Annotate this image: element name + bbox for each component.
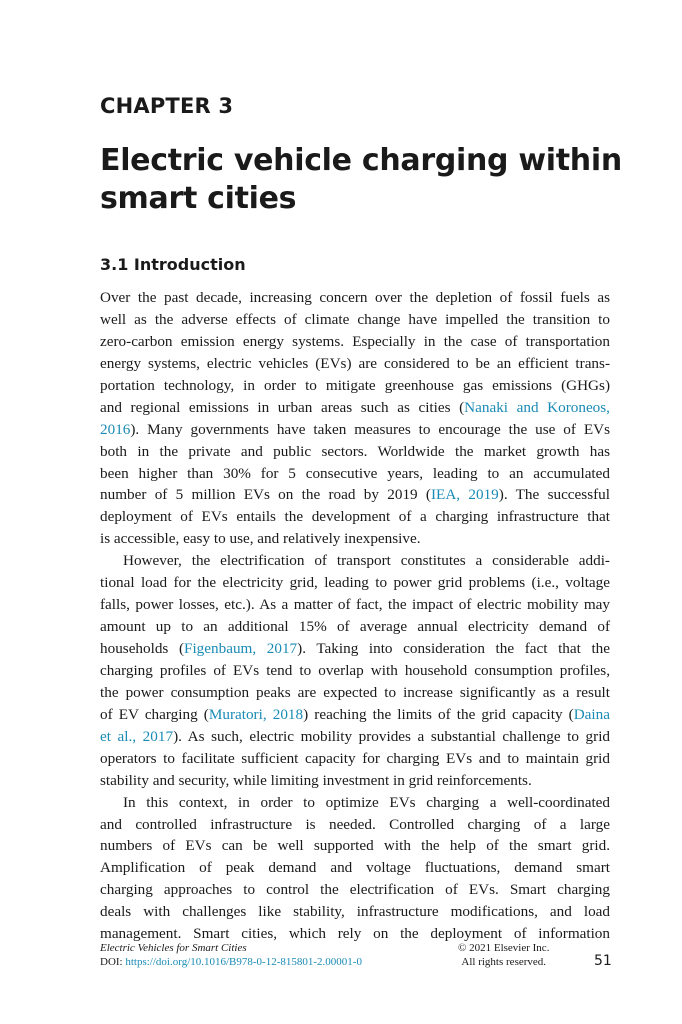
footer-right: [458, 941, 549, 969]
text-segment: Amplification of peak demand and voltage fluctuations, demand smart: [100, 859, 610, 877]
text-line: [100, 375, 610, 397]
text-line: [100, 594, 610, 616]
citation-link[interactable]: Figenbaum, 2017: [184, 640, 298, 657]
text-line: [100, 638, 610, 660]
text-line: [100, 550, 610, 572]
citation-link[interactable]: IEA, 2019: [431, 486, 499, 504]
text-segment: deals with challenges like stability, infrastructure modifications, and load: [100, 903, 610, 921]
text-segment: Over the past decade, increasing concern over the depletion of fossil fuels as: [100, 289, 610, 306]
text-segment: ) reaching the limits of the grid capacity (: [303, 705, 574, 723]
footer-left: [100, 941, 362, 969]
text-line: [100, 441, 610, 463]
text-segment: number of 5 million EVs on the road by 2019 (: [100, 486, 431, 504]
paragraph: [100, 550, 610, 791]
text-segment: been higher than 30% for 5 consecutive years, leading to an accumulated: [100, 464, 610, 482]
text-segment: management. Smart cities, which rely on the deployment of information: [100, 925, 610, 943]
section-heading: 3.1 Introduction: [100, 255, 246, 274]
text-line: [100, 792, 610, 814]
text-line: [100, 463, 610, 485]
text-line: [100, 726, 610, 748]
text-segment: ). The successful: [498, 486, 610, 504]
text-line: [100, 682, 610, 704]
text-line: [100, 331, 610, 353]
text-segment: of EV charging (: [100, 705, 209, 723]
copyright: © 2021 Elsevier Inc.: [458, 942, 550, 954]
text-segment: numbers of EVs can be well supported with the help of the smart grid.: [100, 837, 610, 855]
text-segment: is accessible, easy to use, and relatively inexpensive.: [100, 530, 421, 548]
text-segment: ). Many governments have taken measures to encourage the use of EVs: [130, 420, 610, 438]
paragraph: [100, 287, 610, 550]
text-line: [100, 397, 610, 419]
text-segment: energy systems, electric vehicles (EVs) are considered to be an efficient trans-: [100, 354, 610, 372]
doi-line: [100, 955, 362, 969]
text-segment: ). Taking into consideration the fact that the: [297, 640, 611, 657]
text-segment: and regional emissions in urban areas such as cities (: [100, 398, 465, 416]
text-segment: However, the electrification of transport constitutes a considerable addi-: [123, 552, 610, 570]
text-segment: ). As such, electric mobility provides a substantial challenge to grid: [173, 727, 611, 745]
citation-link[interactable]: et al., 2017: [100, 727, 174, 745]
text-line: [100, 748, 610, 770]
citation-link[interactable]: 2016: [100, 420, 131, 438]
text-line: [100, 901, 610, 923]
chapter-title-line: Electric vehicle charging within: [100, 143, 622, 178]
text-line: [100, 287, 610, 309]
page-number: 51: [594, 953, 612, 969]
text-segment: deployment of EVs entails the development of a charging infrastructure that: [100, 508, 610, 526]
text-segment: charging approaches to control the electrification of EVs. Smart charging: [100, 881, 610, 899]
text-segment: the power consumption peaks are expected to increase significantly as a result: [100, 683, 610, 701]
text-segment: charging profiles of EVs tend to overlap with household consumption profiles,: [100, 661, 610, 679]
paragraph: [100, 792, 610, 946]
book-title: Electric Vehicles for Smart Cities: [100, 942, 247, 954]
chapter-title-line: smart cities: [100, 181, 297, 216]
text-line: [100, 572, 610, 594]
text-line: [100, 835, 610, 857]
text-line: [100, 528, 610, 550]
text-segment: falls, power losses, etc.). As a matter of fact, the impact of electric mobility may: [100, 596, 610, 614]
text-segment: stability and security, while limiting investment in grid reinforcements.: [100, 771, 532, 789]
doi-label: DOI:: [100, 956, 126, 968]
text-segment: tional load for the electricity grid, leading to power grid problems (i.e., voltage: [100, 574, 610, 592]
text-segment: zero-carbon emission energy systems. Especially in the case of transportation: [100, 332, 610, 350]
text-line: [100, 484, 610, 506]
text-segment: In this context, in order to optimize EVs charging a well-coordinated: [123, 793, 610, 811]
text-line: [100, 879, 610, 901]
citation-link[interactable]: Daina: [573, 705, 610, 723]
citation-link[interactable]: Muratori, 2018: [208, 705, 304, 723]
text-segment: amount up to an additional 15% of average annual electricity demand of: [100, 618, 610, 636]
text-line: [100, 814, 610, 836]
text-segment: both in the private and public sectors. Worldwide the market growth has: [100, 442, 610, 460]
body-text: [100, 287, 610, 945]
text-line: [100, 660, 610, 682]
text-line: [100, 506, 610, 528]
doi-link[interactable]: https://doi.org/10.1016/B978-0-12-815801-2.00001-0: [125, 956, 362, 968]
text-line: [100, 353, 610, 375]
chapter-title: [100, 142, 622, 218]
text-segment: well as the adverse effects of climate change have impelled the transition to: [100, 310, 610, 328]
text-segment: operators to facilitate sufficient capacity for charging EVs and to maintain grid: [100, 749, 610, 767]
text-line: [100, 309, 610, 331]
text-line: [100, 770, 610, 792]
citation-link[interactable]: Nanaki and Koroneos,: [464, 398, 610, 416]
text-segment: portation technology, in order to mitigate greenhouse gas emissions (GHGs): [100, 376, 610, 394]
text-segment: households (: [100, 640, 185, 657]
text-segment: and controlled infrastructure is needed. Controlled charging of a large: [100, 815, 610, 833]
rights: All rights reserved.: [461, 956, 547, 968]
text-line: [100, 704, 610, 726]
text-line: [100, 419, 610, 441]
text-line: [100, 857, 610, 879]
chapter-label: CHAPTER 3: [100, 94, 234, 118]
text-line: [100, 616, 610, 638]
